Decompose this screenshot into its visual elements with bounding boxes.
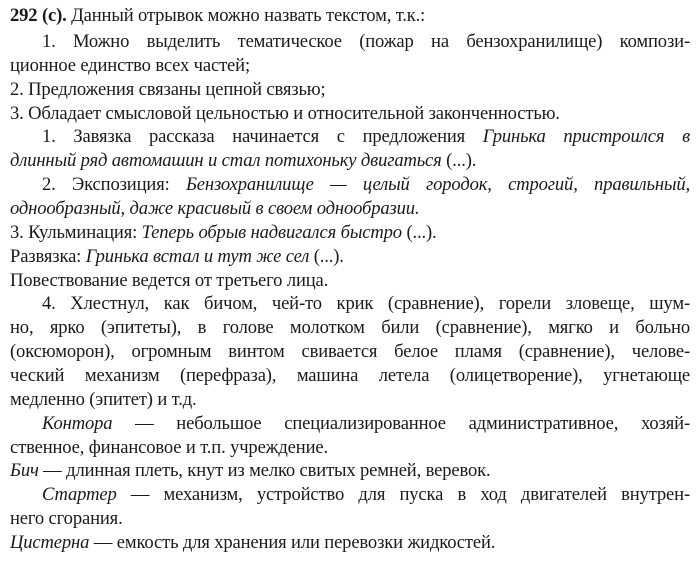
text-line (10, 530, 495, 556)
text-line (10, 339, 690, 365)
text-line (10, 220, 437, 246)
text-span: (...). (309, 246, 344, 267)
text-span: Развязка: (10, 246, 86, 267)
text-line (42, 172, 690, 198)
text-span: 1. Можно выделить тематическое (пожар на бензохранилище) компози- (42, 31, 690, 52)
text-line (42, 291, 690, 317)
text-line (10, 363, 690, 389)
text-line (42, 124, 690, 150)
text-span: 2. Экспозиция: (42, 174, 186, 195)
text-span: — емкость для хранения или перевозки жидкостей. (89, 532, 496, 553)
text-line (42, 411, 690, 437)
text-span: ческий механизм (перефраза), машина летела (олицетворение), угнетающе (10, 365, 690, 386)
text-span: — длинная плеть, кнут из мелко свитых ремней, веревок. (38, 460, 491, 481)
text-span: (...). (401, 222, 437, 243)
exercise-header (10, 3, 425, 29)
text-line (42, 482, 690, 508)
text-span: медленно (эпитет) и т.д. (10, 389, 197, 410)
text-span: Повествование ведется от третьего лица. (10, 270, 329, 291)
text-span: ционное единство всех частей; (10, 55, 250, 76)
italic-text: Гринька пристроился в (482, 126, 691, 147)
italic-text: Теперь обрыв надвигался быстро (141, 222, 402, 243)
exercise-intro: Данный отрывок можно назвать текстом, т.к.: (66, 5, 426, 26)
italic-text: Контора (42, 413, 113, 434)
italic-text: Гринька встал и тут же сел (85, 246, 310, 267)
text-line (10, 315, 690, 341)
italic-text: однообразный, даже красивый в своем однообразии. (10, 198, 420, 219)
text-span: 3. Кульминация: (10, 222, 142, 243)
text-line (10, 244, 344, 270)
italic-text: Стартер (42, 484, 117, 505)
text-span: — небольшое специализированное административное, хозяй- (112, 413, 690, 434)
text-span: 4. Хлестнул, как бичом, чей-то крик (сравнение), горели зловеще, шум- (42, 293, 690, 314)
text-line (10, 148, 476, 174)
text-span: 3. Обладает смысловой цельностью и относительной законченностью. (10, 103, 560, 124)
text-span: ственное, финансовое и т.п. учреждение. (10, 437, 328, 458)
text-span: но, ярко (эпитеты), в голове молотком били (сравнение), мягко и больно (10, 317, 690, 338)
text-line (10, 387, 197, 413)
text-line (10, 53, 250, 79)
text-line (10, 77, 326, 103)
italic-text: длинный ряд автомашин и стал потихоньку двигаться (10, 150, 442, 171)
text-span: (...). (441, 150, 477, 171)
text-span: — механизм, устройство для пуска в ход двигателей внутрен- (116, 484, 690, 505)
text-span: 1. Завязка рассказа начинается с предложения (42, 126, 483, 147)
text-line (10, 196, 419, 222)
text-span: (оксюморон), огромным винтом свивается белое пламя (сравнение), челове- (10, 341, 690, 362)
text-line (10, 458, 491, 484)
exercise-number: 292 (с). (10, 5, 67, 26)
italic-text: Бензохранилище — целый городок, строгий, правильный, (185, 174, 690, 195)
italic-text: Цистерна (10, 532, 90, 553)
text-span: него сгорания. (10, 508, 123, 529)
text-line (10, 506, 123, 532)
text-line (42, 29, 690, 55)
text-span: 2. Предложения связаны цепной связью; (10, 79, 326, 100)
italic-text: Бич (10, 460, 39, 481)
